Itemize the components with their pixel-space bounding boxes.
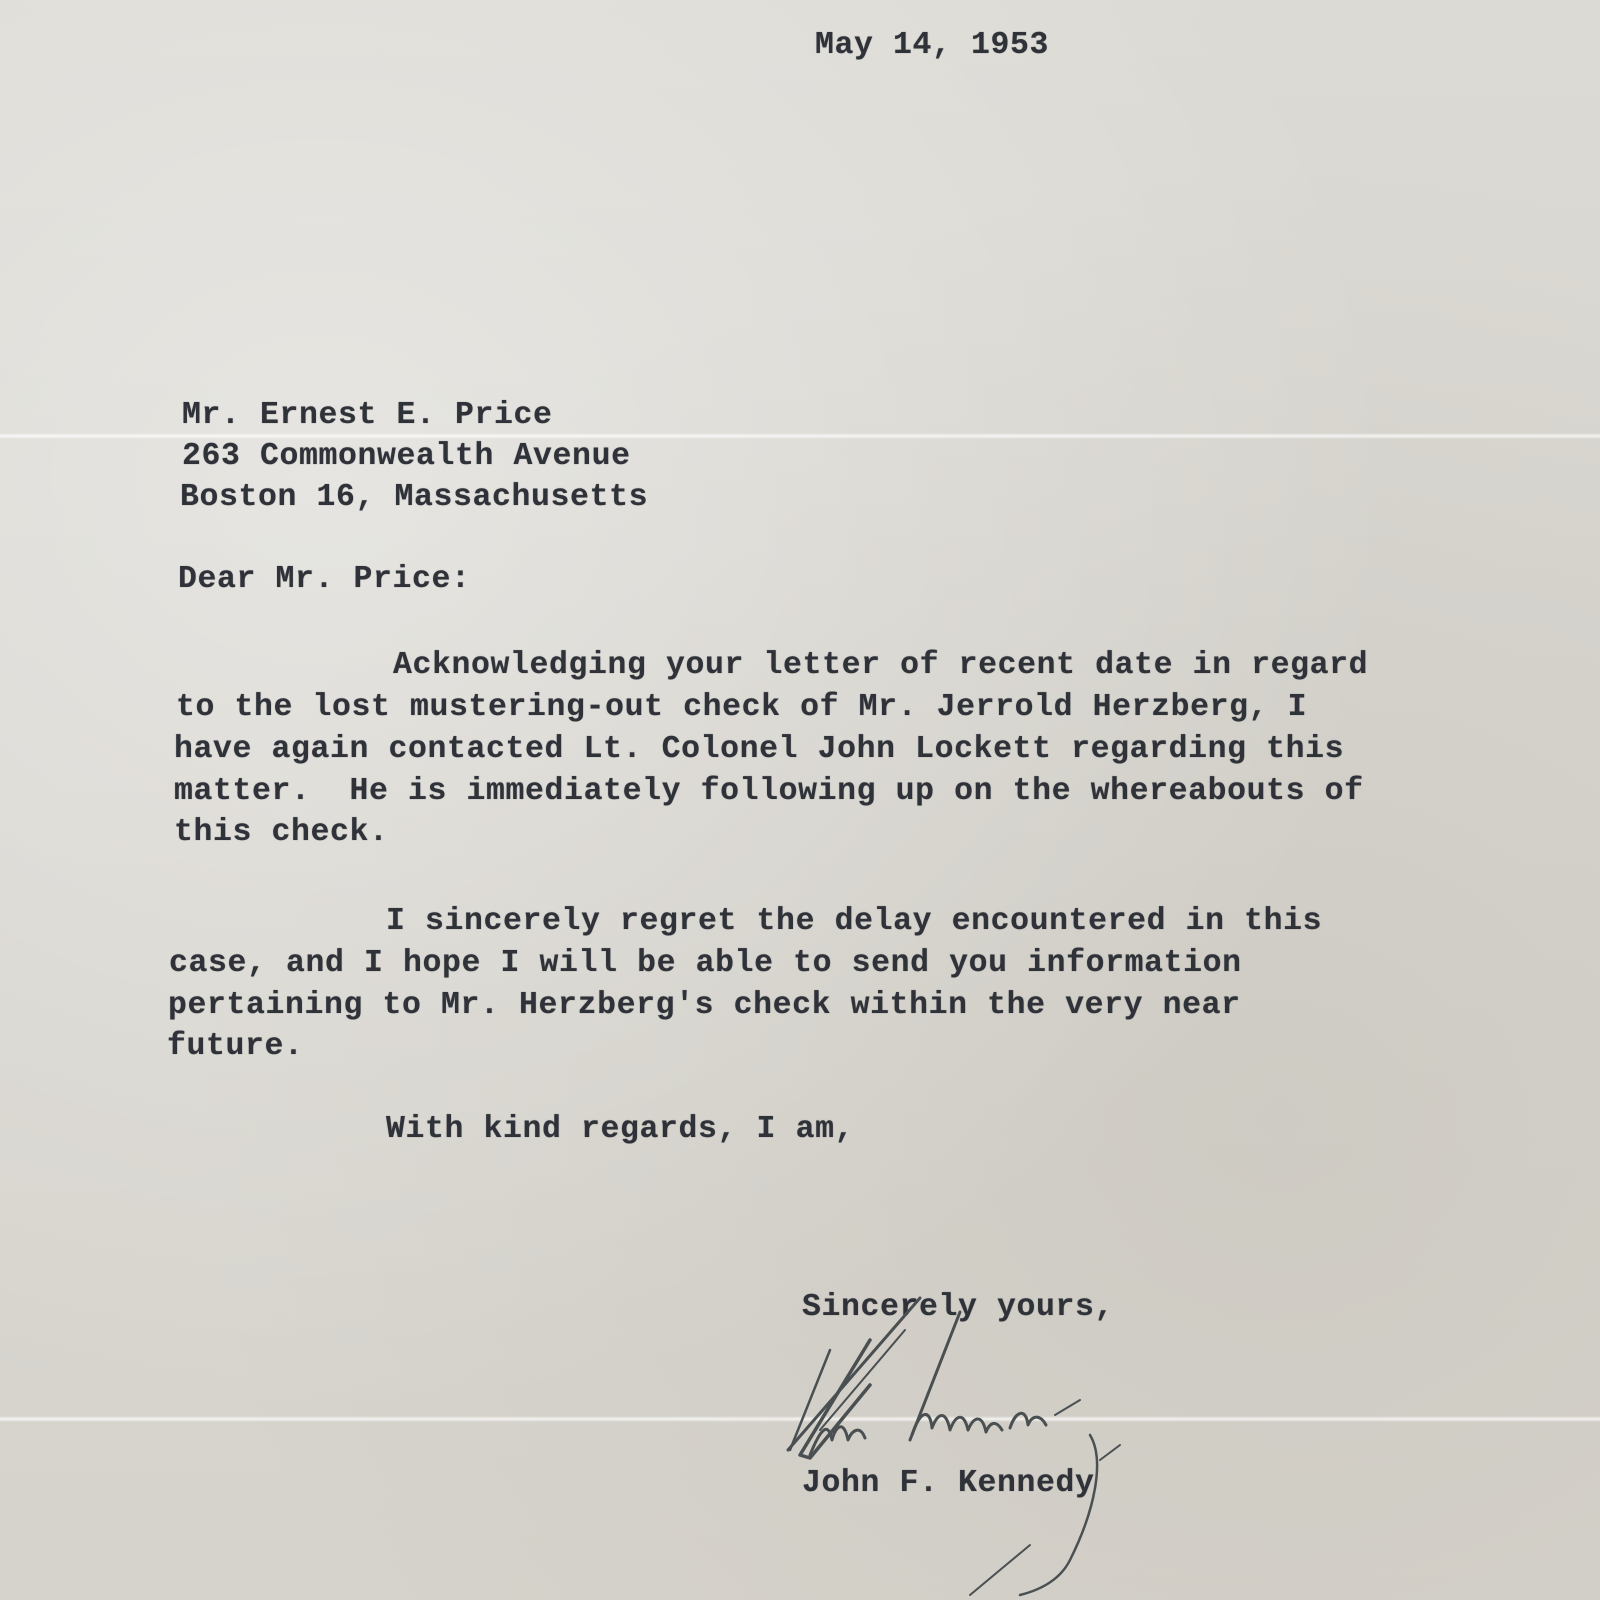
- handwritten-signature-icon: [770, 1290, 1170, 1600]
- letter-date: May 14, 1953: [815, 28, 1050, 63]
- recipient-street: 263 Commonwealth Avenue: [182, 439, 631, 474]
- paragraph-1-line-5: this check.: [174, 815, 389, 850]
- paragraph-2-line-3: pertaining to Mr. Herzberg's check within the very near: [168, 988, 1241, 1023]
- paragraph-2-line-4: future.: [167, 1029, 304, 1064]
- paragraph-2-line-1: I sincerely regret the delay encountered in this: [386, 904, 1323, 939]
- paragraph-2-line-2: case, and I hope I will be able to send you information: [169, 946, 1242, 981]
- recipient-city: Boston 16, Massachusetts: [180, 480, 649, 515]
- signer-name: John F. Kennedy: [802, 1466, 1095, 1501]
- paragraph-1-line-1: Acknowledging your letter of recent date in regard: [393, 648, 1369, 683]
- recipient-name: Mr. Ernest E. Price: [182, 398, 553, 433]
- paragraph-1-line-3: have again contacted Lt. Colonel John Lockett regarding this: [174, 732, 1345, 767]
- closing-line: With kind regards, I am,: [386, 1112, 855, 1147]
- signoff: Sincerely yours,: [802, 1290, 1115, 1325]
- salutation: Dear Mr. Price:: [178, 562, 471, 597]
- paragraph-1-line-4: matter. He is immediately following up on the whereabouts of: [174, 774, 1364, 809]
- paragraph-1-line-2: to the lost mustering-out check of Mr. Jerrold Herzberg, I: [176, 690, 1308, 725]
